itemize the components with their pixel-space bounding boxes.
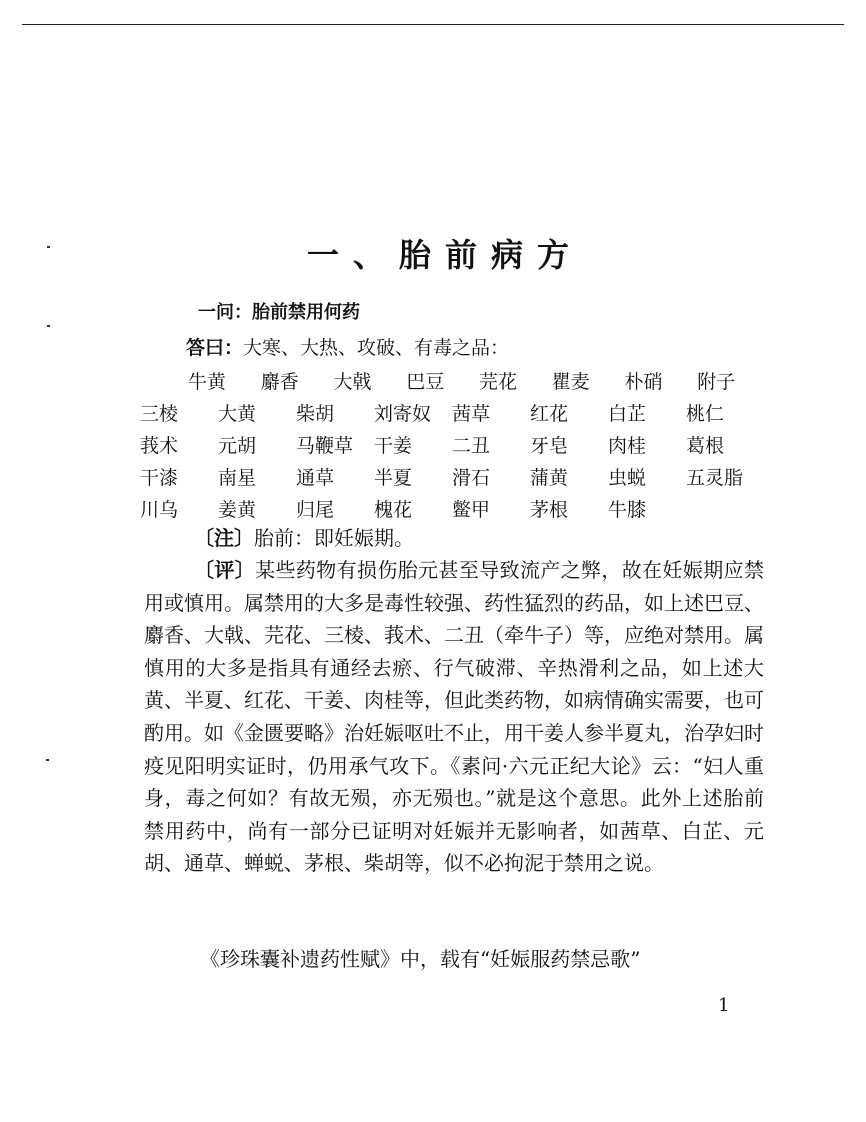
- herb-item: 瞿麦: [551, 370, 590, 393]
- comment-text: 某些药物有损伤胎元甚至导致流产之弊，故在妊娠期应禁用或慎用。属禁用的大多是毒性较强、药性猛烈的药品，如上述巴豆、麝香、大戟、芫花、三棱、莪术、二丑（牵牛子）等，应绝对禁用。属慎用的大多是指具有通经去瘀、行气破滞、辛热滑利之品，如上述大黄、半夏、红花、干姜、肉桂等，但此类药物，如病情确实需要，也可酌用。如《金匮要略》治妊娠呕吐不止，用干姜人参半夏丸，治孕妇时疫见阳明实证时，仍用承气攻下。《素问·六元正纪大论》云：“妇人重身，毒之何如？有故无殒，亦无殒也。”就是这个意思。此外上述胎前禁用药中，尚有一部分已证明对妊娠并无影响者，如茜草、白芷、元胡、通草、蝉蜕、茅根、柴胡等，似不必拘泥于禁用之说。: [144, 558, 765, 876]
- herb-row: [140, 428, 770, 460]
- herb-item: 二丑: [452, 434, 491, 457]
- herb-row: [140, 492, 770, 524]
- scan-mark: [47, 325, 50, 327]
- note-tag: 〔注〕: [194, 526, 254, 550]
- herb-item: 莪术: [140, 434, 179, 457]
- herb-item: 朴硝: [624, 370, 663, 393]
- herb-item: 桃仁: [686, 402, 725, 425]
- herb-item: 茜草: [452, 402, 491, 425]
- herb-item: 茅根: [530, 498, 569, 521]
- chapter-title: 一、胎前病方: [306, 236, 583, 274]
- answer-line: [186, 333, 509, 360]
- comment-tag: 〔评〕: [194, 558, 256, 582]
- herb-list: [140, 364, 770, 524]
- herb-item: 半夏: [374, 466, 413, 489]
- herb-item: 肉桂: [608, 434, 647, 457]
- scan-mark: [46, 759, 49, 761]
- herb-item: 白芷: [608, 402, 647, 425]
- herb-item: 归尾: [296, 498, 335, 521]
- herb-item: 虫蜕: [608, 466, 647, 489]
- herb-item: 红花: [530, 402, 569, 425]
- herb-item: 川乌: [140, 498, 179, 521]
- herb-row: [140, 364, 770, 396]
- herb-item: 干漆: [140, 466, 179, 489]
- herb-item: 麝香: [260, 370, 299, 393]
- herb-item: 葛根: [686, 434, 725, 457]
- herb-item: 元胡: [218, 434, 257, 457]
- herb-item: 蒲黄: [530, 466, 569, 489]
- top-rule: [22, 24, 844, 25]
- herb-item: 三棱: [140, 402, 179, 425]
- page-number: 1: [718, 995, 730, 1016]
- answer-text: 大寒、大热、攻破、有毒之品：: [243, 337, 510, 359]
- note-text: 胎前：即妊娠期。: [254, 526, 414, 550]
- herb-item: 姜黄: [218, 498, 257, 521]
- closing-line: 《珍珠囊补遗药性赋》中，载有“妊娠服药禁忌歌”: [200, 947, 641, 971]
- answer-label: 答曰：: [186, 337, 244, 359]
- herb-item: 干姜: [374, 434, 413, 457]
- herb-item: 通草: [296, 466, 335, 489]
- note-paragraph: [144, 522, 764, 555]
- herb-item: 牙皂: [530, 434, 569, 457]
- herb-item: 芫花: [479, 370, 518, 393]
- comment-paragraph: [144, 554, 764, 880]
- herb-row: [140, 396, 770, 428]
- herb-item: 马鞭草: [296, 434, 354, 457]
- question-heading: 一问：胎前禁用何药: [198, 302, 360, 323]
- herb-item: 牛膝: [608, 498, 647, 521]
- herb-item: 滑石: [452, 466, 491, 489]
- herb-item: 巴豆: [406, 370, 445, 393]
- herb-item: 大戟: [333, 370, 372, 393]
- herb-item: 鳖甲: [452, 498, 491, 521]
- herb-item: 刘寄奴: [374, 402, 432, 425]
- herb-item: 槐花: [374, 498, 413, 521]
- herb-item: 大黄: [218, 402, 257, 425]
- herb-item: 附子: [697, 370, 736, 393]
- herb-item: 五灵脂: [686, 466, 744, 489]
- herb-item: 牛黄: [188, 370, 227, 393]
- herb-row: [140, 460, 770, 492]
- herb-item: 柴胡: [296, 402, 335, 425]
- herb-item: 南星: [218, 466, 257, 489]
